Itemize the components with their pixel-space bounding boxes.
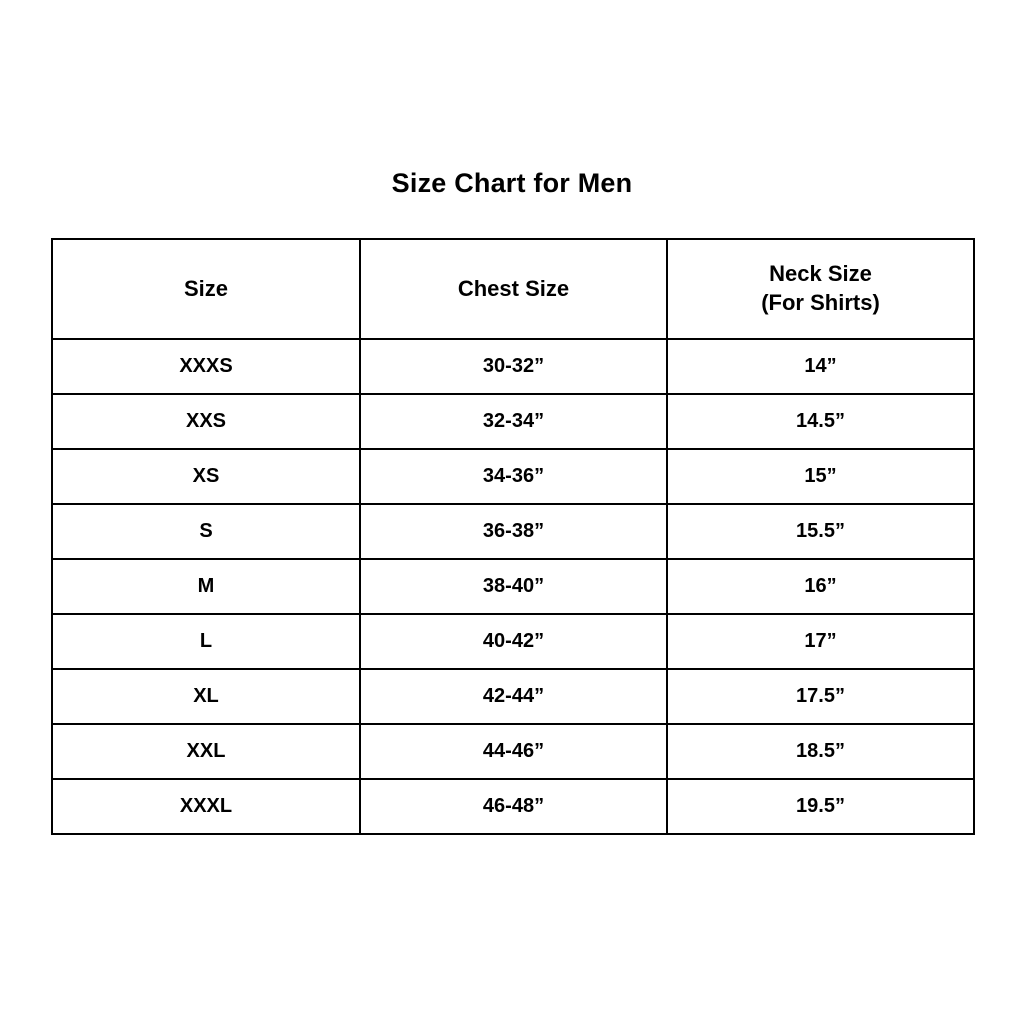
cell-neck: 16” — [667, 559, 974, 614]
column-header-chest-label: Chest Size — [457, 275, 570, 301]
cell-chest: 40-42” — [360, 614, 667, 669]
cell-chest: 42-44” — [360, 669, 667, 724]
cell-neck: 17” — [667, 614, 974, 669]
cell-neck: 15.5” — [667, 504, 974, 559]
cell-size: M — [52, 559, 360, 614]
column-header-neck-label: Neck Size — [769, 261, 872, 287]
cell-neck: 19.5” — [667, 779, 974, 834]
cell-size: XXS — [52, 394, 360, 449]
table-row — [52, 779, 974, 834]
cell-size: L — [52, 614, 360, 669]
cell-size: XXL — [52, 724, 360, 779]
size-chart-table — [51, 238, 975, 835]
cell-chest: 32-34” — [360, 394, 667, 449]
cell-size: XXXS — [52, 339, 360, 394]
table-row — [52, 504, 974, 559]
cell-chest: 38-40” — [360, 559, 667, 614]
cell-neck: 15” — [667, 449, 974, 504]
table-row — [52, 449, 974, 504]
cell-size: XS — [52, 449, 360, 504]
cell-size: XXXL — [52, 779, 360, 834]
table-body — [52, 339, 974, 834]
table-header-row — [52, 239, 974, 339]
column-header-neck-sublabel: (For Shirts) — [761, 290, 880, 315]
table-row — [52, 339, 974, 394]
page-title: Size Chart for Men — [391, 168, 633, 198]
cell-size: S — [52, 504, 360, 559]
table-row — [52, 724, 974, 779]
column-header-neck — [667, 239, 974, 339]
table-row — [52, 559, 974, 614]
column-header-size-label: Size — [183, 275, 229, 301]
cell-chest: 34-36” — [360, 449, 667, 504]
cell-chest: 46-48” — [360, 779, 667, 834]
cell-neck: 14” — [667, 339, 974, 394]
table-row — [52, 394, 974, 449]
cell-neck: 14.5” — [667, 394, 974, 449]
column-header-chest — [360, 239, 667, 339]
table-row — [52, 669, 974, 724]
cell-chest: 44-46” — [360, 724, 667, 779]
cell-size: XL — [52, 669, 360, 724]
table-header — [52, 239, 974, 339]
cell-chest: 30-32” — [360, 339, 667, 394]
cell-chest: 36-38” — [360, 504, 667, 559]
table-row — [52, 614, 974, 669]
cell-neck: 17.5” — [667, 669, 974, 724]
cell-neck: 18.5” — [667, 724, 974, 779]
column-header-size — [52, 239, 360, 339]
